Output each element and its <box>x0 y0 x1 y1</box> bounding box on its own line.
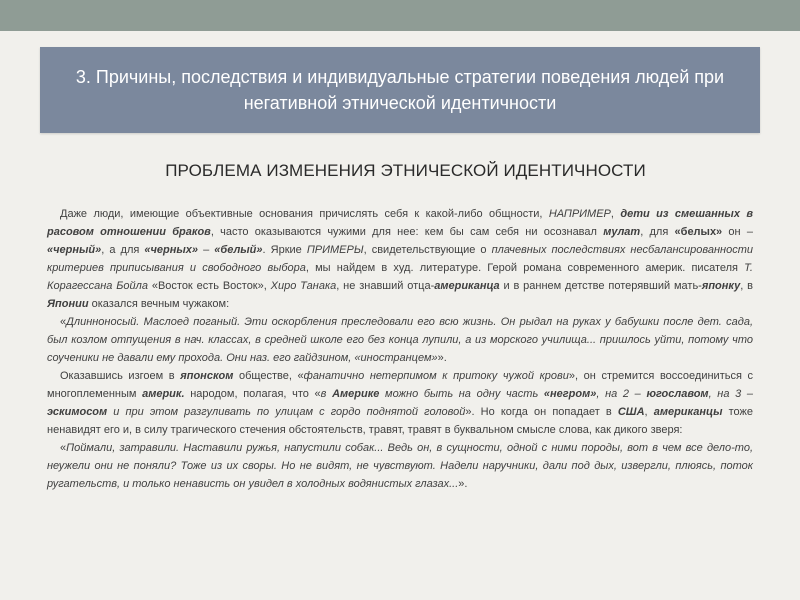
text-run: , мы найдем в худ. литературе. Герой романа современного америк. писателя <box>305 262 745 274</box>
text-run: «черных» <box>144 244 199 256</box>
text-run: японку <box>701 280 741 292</box>
text-run: обществе, « <box>233 370 304 382</box>
text-run: . Яркие <box>262 244 307 256</box>
text-run: , часто оказываются чужими для нее: кем бы сам себя ни осознавал <box>210 226 604 238</box>
text-run: оказался вечным чужаком: <box>88 298 230 310</box>
text-run: « <box>60 316 67 328</box>
text-run: « <box>60 442 67 454</box>
text-run: америк. <box>142 388 185 400</box>
text-run: ». <box>458 478 468 490</box>
text-run: Т. Корагессана Бойла <box>47 262 753 292</box>
text-run: народом, полагая, что « <box>184 388 321 400</box>
body-text <box>47 205 753 493</box>
text-run: , <box>644 406 654 418</box>
text-run: Хиро Танака <box>270 280 337 292</box>
text-run: , для <box>640 226 675 238</box>
text-run: , в <box>740 280 753 292</box>
text-run: и в раннем детстве потерявший мать- <box>499 280 702 292</box>
text-run: американцы <box>653 406 723 418</box>
text-run: «Восток есть Восток», <box>147 280 271 292</box>
text-run: он – <box>722 226 753 238</box>
text-run: «белый» <box>214 244 263 256</box>
slide-subtitle: ПРОБЛЕМА ИЗМЕНЕНИЯ ЭТНИЧЕСКОЙ ИДЕНТИЧНОСТИ <box>165 161 646 180</box>
text-run: Америке <box>332 388 380 400</box>
paragraph-4-quote <box>47 439 753 493</box>
text-run: тоже ненавидят его и, в силу трагического стечения обстоятельств, травят, травят в буквальном смысле слова, как дикого зверя: <box>47 406 753 436</box>
text-run: и при этом разгуливать по улицам с гордо поднятой головой <box>107 406 466 418</box>
text-run: ». Но когда он попадает в <box>465 406 618 418</box>
text-run: », он стремится воссоединиться с многоплеменным <box>47 370 754 400</box>
text-run: , а для <box>101 244 145 256</box>
text-run: эскимосом <box>47 406 108 418</box>
text-run: американца <box>434 280 500 292</box>
slide-title-box <box>40 47 760 133</box>
text-run: , <box>610 208 621 220</box>
text-run: Длинноносый. Маслоед поганый. Эти оскорбления преследовали его всю жизнь. Он рыдал на руках у бабушки после дет. сада, был козлом отпущения в нач. классах, в средней школе его без конца лупили, а из морского училища... пришлось уйти, потому что соученики не давали ему прохода. Они наз. его гайдзином, «иностранцем» <box>47 316 753 364</box>
top-accent-bar <box>0 0 800 31</box>
text-run: НАПРИМЕР <box>548 208 611 220</box>
text-run: , на 2 – <box>596 388 647 400</box>
text-run: можно быть на одну часть <box>379 388 544 400</box>
text-run: Поймали, затравили. Наставили ружья, напустили собак... Ведь он, в сущности, одной с ними породы, вот в чем все дело-то, неужели они не поняли? Тоже из их своры. Но не видят, не чувствуют. Надели наручники, дали под дых, извергли, плюясь, поток ругательств, и только ненависть он увидел в холодных водянистых глазах... <box>47 442 753 490</box>
paragraph-2-quote <box>47 313 753 367</box>
paragraph-3 <box>47 367 753 439</box>
text-run: ПРИМЕРЫ <box>306 244 364 256</box>
text-run: США <box>617 406 645 418</box>
slide-title: 3. Причины, последствия и индивидуальные стратегии поведения людей при негативной этнической идентичности <box>75 67 725 113</box>
text-run: , свидетельствующие о <box>363 244 492 256</box>
text-run: дети из смешанных в расовом отношении браков <box>47 208 753 238</box>
text-run: , не знавший отца- <box>336 280 435 292</box>
paragraph-1 <box>47 205 753 313</box>
text-run: , на 3 – <box>708 388 754 400</box>
text-run: мулат <box>603 226 641 238</box>
text-run: «негром» <box>543 388 597 400</box>
text-run: Даже люди, имеющие объективные основания причислять себя к какой-либо общности, <box>60 208 549 220</box>
text-run: «белых» <box>674 226 723 238</box>
text-run: Оказавшись изгоем в <box>60 370 181 382</box>
text-run: югославом <box>646 388 709 400</box>
text-run: плачевных последствиях несбалансированности критериев приписывания и свободного выбора <box>47 244 753 274</box>
text-run: – <box>198 244 215 256</box>
text-run: ». <box>437 352 447 364</box>
text-run: фанатично нетерпимом к притоку чужой крови <box>303 370 569 382</box>
text-run: в <box>320 388 333 400</box>
text-run: японском <box>180 370 234 382</box>
text-run: «черный» <box>47 244 102 256</box>
text-run: Японии <box>47 298 89 310</box>
